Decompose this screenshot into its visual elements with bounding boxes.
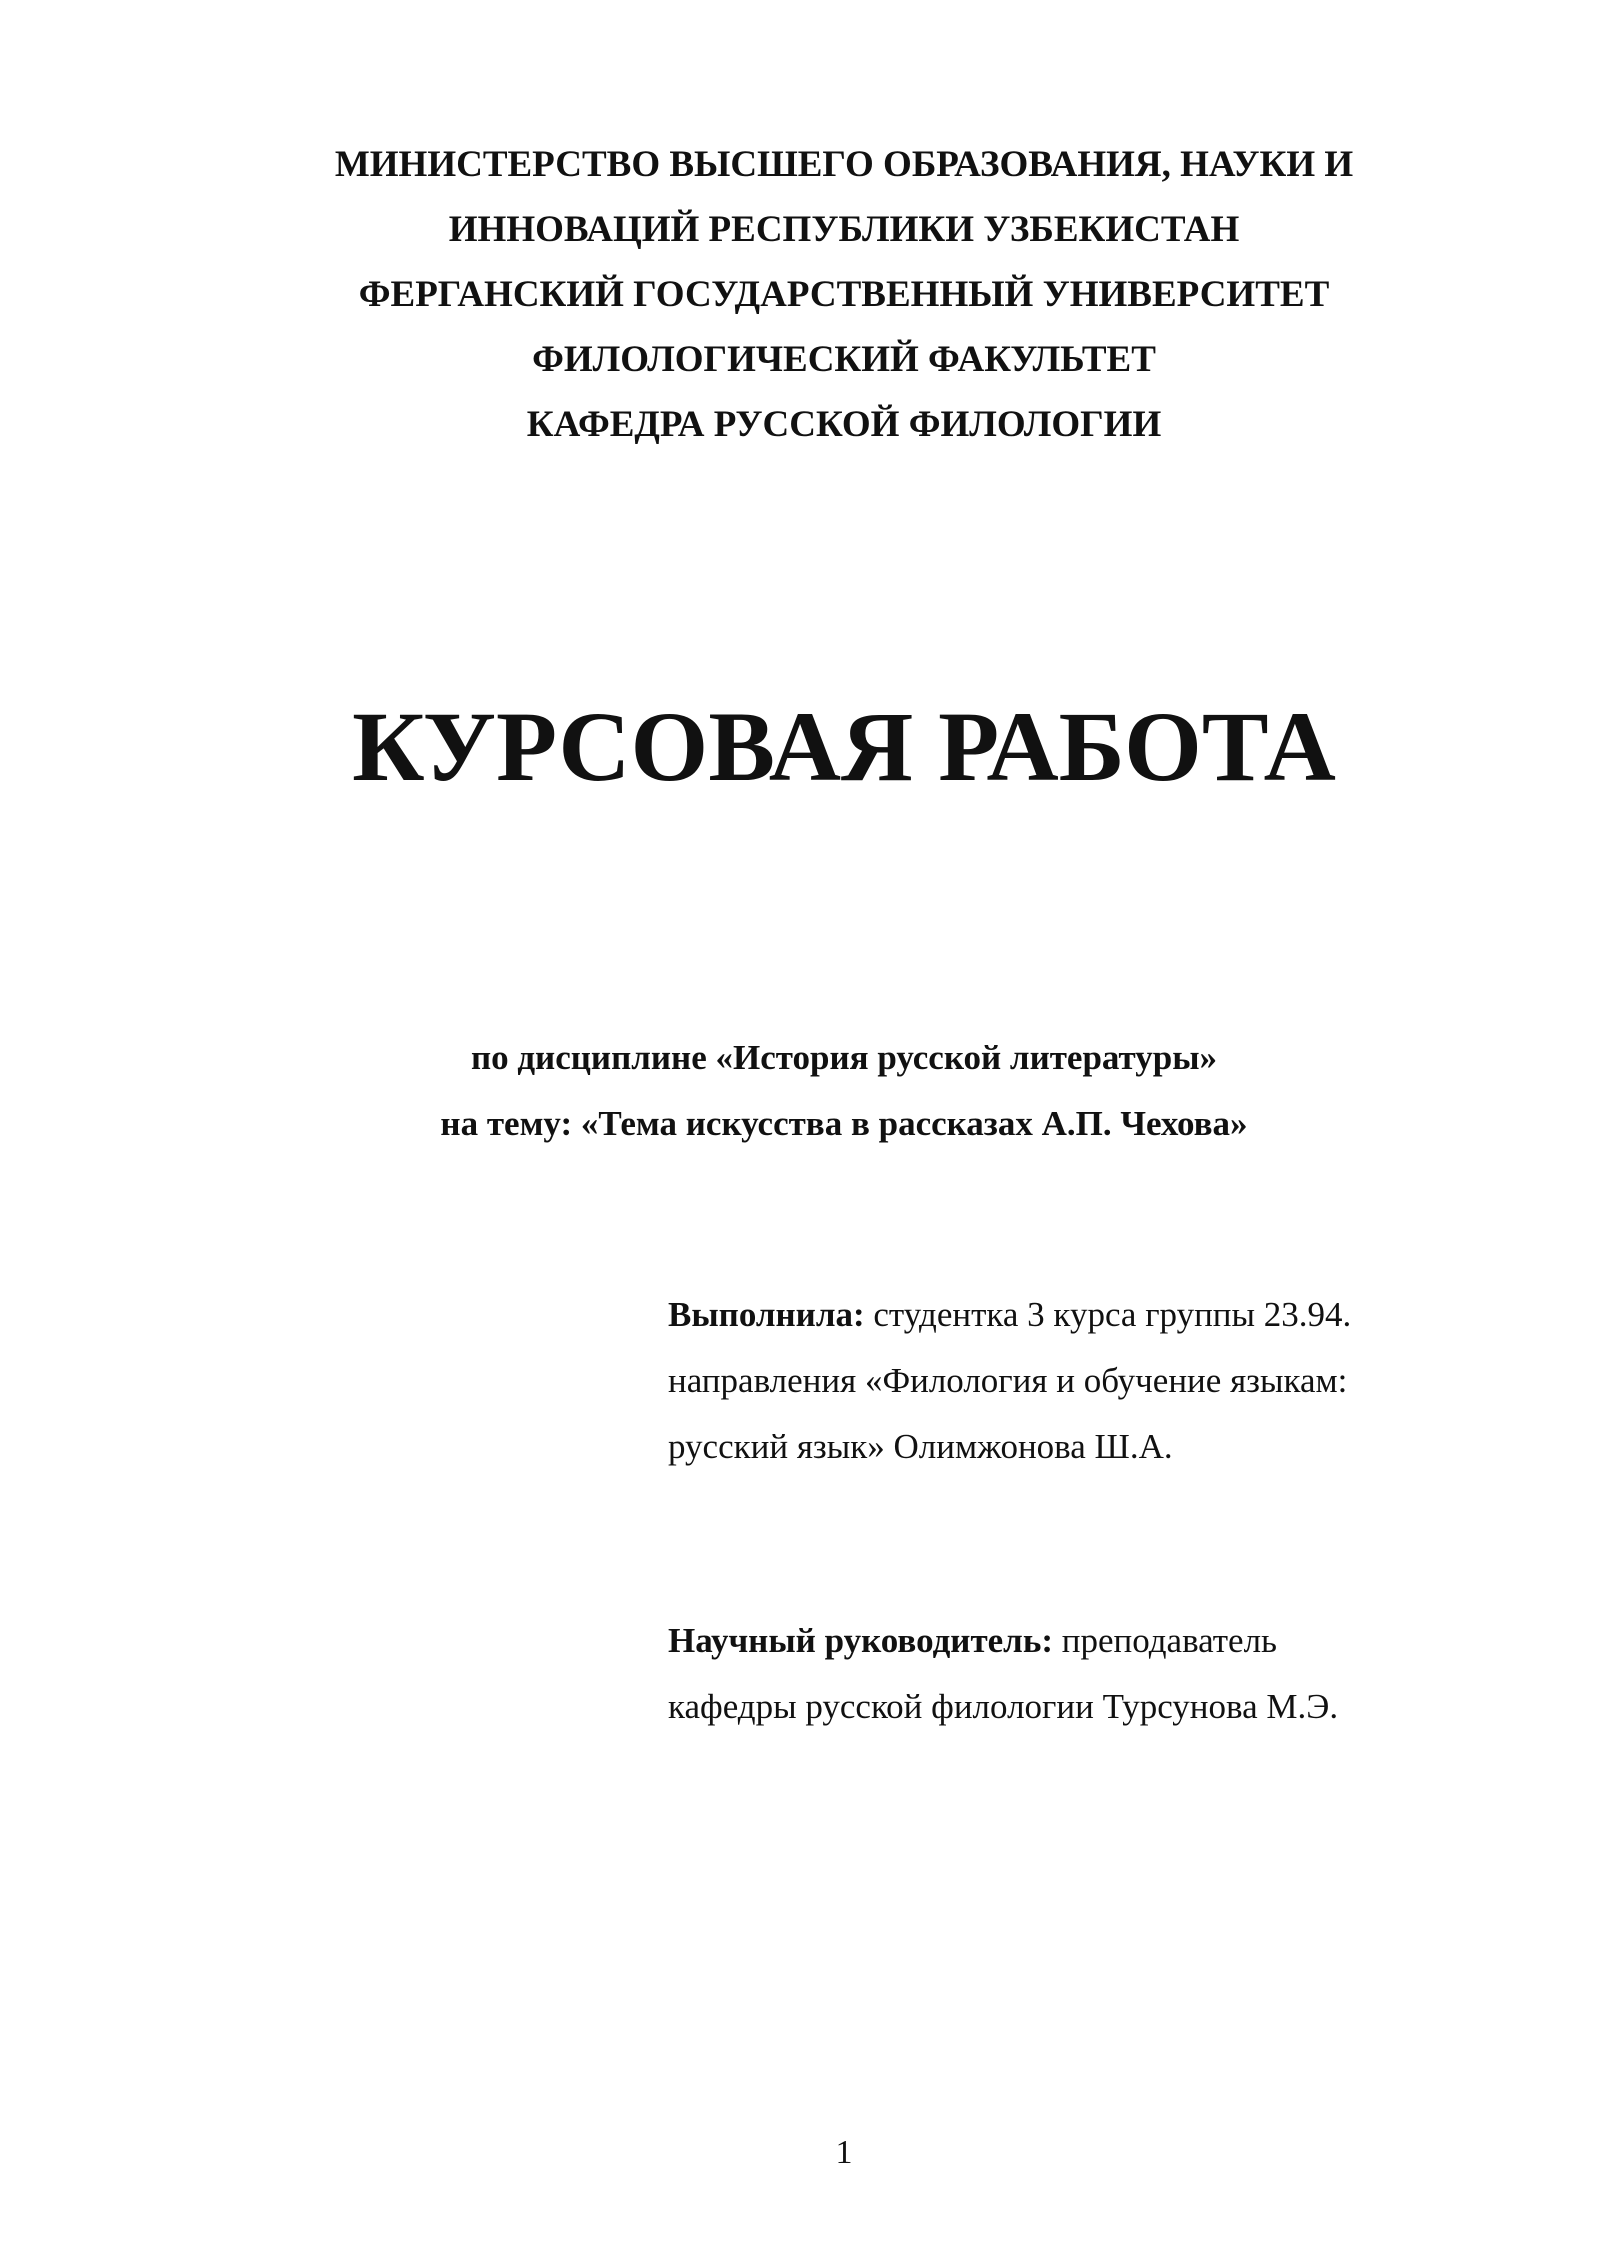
header-line-ministry-1: МИНИСТЕРСТВО ВЫСШЕГО ОБРАЗОВАНИЯ, НАУКИ И [334,144,1354,185]
performer-block [668,1282,1548,1480]
subject-block [0,1025,1600,1157]
header-line-ministry-2: ИННОВАЦИЙ РЕСПУБЛИКИ УЗБЕКИСТАН [448,209,1240,250]
performer-course-group: студентка 3 курса группы 23.94. [864,1295,1352,1334]
performer-label: Выполнила: [668,1295,865,1334]
header-line-faculty: ФИЛОЛОГИЧЕСКИЙ ФАКУЛЬТЕТ [532,339,1156,380]
supervisor-block [668,1608,1548,1740]
page-number: 1 [835,2134,853,2171]
performer-line-1 [668,1282,1548,1348]
header-line-university: ФЕРГАНСКИЙ ГОСУДАРСТВЕННЫЙ УНИВЕРСИТЕТ [358,274,1330,315]
institution-header [0,132,1600,457]
discipline-line: по дисциплине «История русской литературы» [470,1038,1218,1077]
topic-line: на тему: «Тема искусства в рассказах А.П. Чехова» [440,1104,1248,1143]
performer-line-2: направления «Филология и обучение языкам: [668,1361,1348,1400]
document-title: КУРСОВАЯ РАБОТА [352,691,1336,802]
supervisor-label: Научный руководитель: [668,1621,1053,1660]
supervisor-line-1 [668,1608,1548,1674]
supervisor-line-2: кафедры русской филологии Турсунова М.Э. [668,1687,1339,1726]
performer-line-3: русский язык» Олимжонова Ш.А. [668,1427,1173,1466]
header-line-department: КАФЕДРА РУССКОЙ ФИЛОЛОГИИ [526,404,1162,445]
supervisor-position: преподаватель [1052,1621,1278,1660]
